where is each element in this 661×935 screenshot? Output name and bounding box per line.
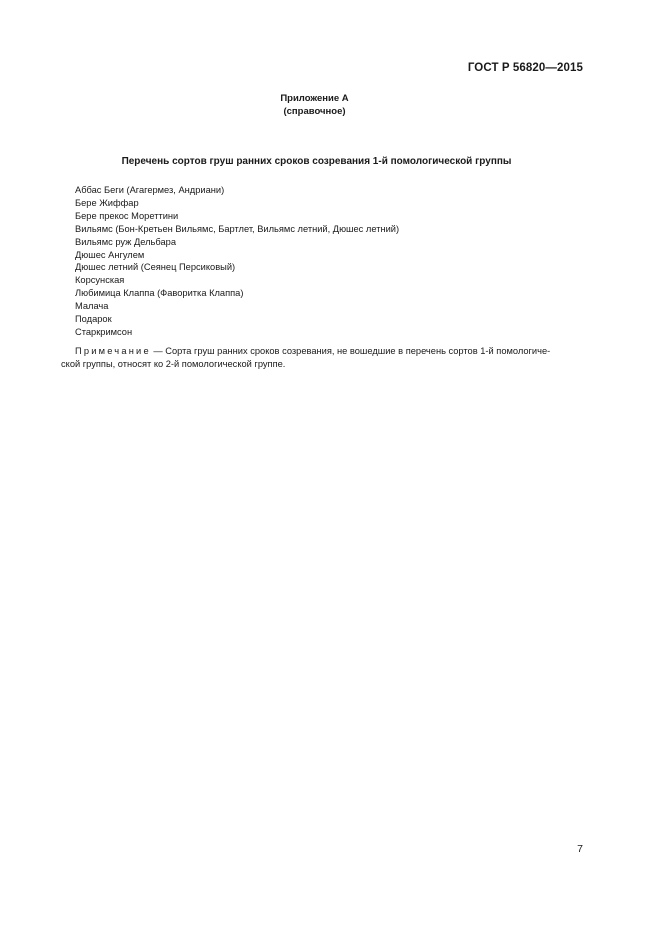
list-item: Вильямс (Бон-Кретьен Вильямс, Бартлет, Вильямс летний, Дюшес летний) bbox=[75, 223, 400, 234]
note-label: Примечание bbox=[75, 346, 151, 356]
appendix-heading bbox=[0, 92, 629, 118]
list-item: Малача bbox=[75, 301, 109, 312]
list-item: Любимица Клаппа (Фаворитка Клаппа) bbox=[75, 288, 244, 299]
list-item: Бере Жиффар bbox=[75, 197, 139, 208]
list-item: Бере прекос Мореттини bbox=[75, 210, 179, 221]
appendix-subtitle: (справочное) bbox=[283, 106, 346, 117]
appendix-title: Приложение А bbox=[280, 93, 349, 104]
page-number: 7 bbox=[577, 843, 583, 855]
list-item: Вильямс руж Дельбара bbox=[75, 236, 176, 247]
list-item: Корсунская bbox=[75, 275, 125, 286]
list-item: Дюшес Ангулем bbox=[75, 249, 145, 260]
variety-list bbox=[75, 184, 399, 339]
list-item: Дюшес летний (Сеянец Персиковый) bbox=[75, 262, 236, 273]
standard-code: ГОСТ Р 56820—2015 bbox=[467, 62, 583, 74]
note-text-1: — Сорта груш ранних сроков созревания, не вошедшие в перечень сортов 1-й помологиче- bbox=[150, 346, 551, 356]
list-item: Подарок bbox=[75, 314, 112, 325]
list-title: Перечень сортов груш ранних сроков созревания 1-й помологической группы bbox=[121, 156, 512, 167]
note bbox=[61, 345, 582, 371]
note-text-2: ской группы, относят ко 2-й помологической группе. bbox=[61, 358, 286, 369]
list-item: Аббас Беги (Агагермез, Андриани) bbox=[75, 185, 225, 195]
note-line-1 bbox=[61, 345, 582, 358]
list-item: Старкримсон bbox=[75, 326, 133, 337]
